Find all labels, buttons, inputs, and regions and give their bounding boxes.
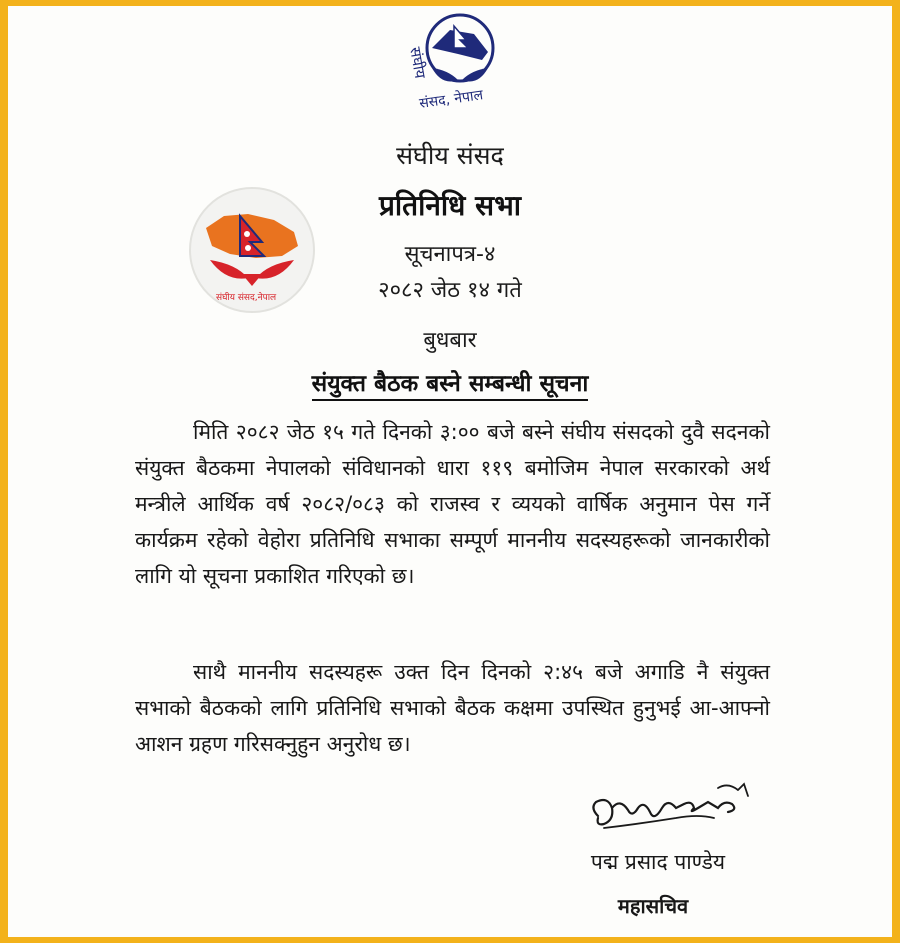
notice-page — [8, 6, 892, 937]
signer-title: महासचिव — [617, 894, 689, 918]
notice-number: सूचनापत्र-४ — [404, 242, 496, 267]
svg-text:संसद, नेपाल: संसद, नेपाल — [418, 87, 485, 112]
signer-name: पद्म प्रसाद पाण्डेय — [590, 850, 726, 874]
header-subtitle: प्रतिनिधि सभा — [378, 189, 522, 222]
parliament-emblem-icon — [392, 8, 522, 123]
body-paragraph-1: मिति २०८२ जेठ १५ गते दिनको ३:०० बजे बस्ने संघीय संसदको दुवै सदनको संयुक्त बैठकमा नेपालको संविधानको धारा ११९ बमोजिम नेपाल सरकारको अर्थ मन्त्रीले आर्थिक वर्ष २०८२/०८३ को राजस्व र व्ययको वार्षिक अनुमान पेस गर्ने कार्यक्रम रहेको वेहोरा प्रतिनिधि सभाका सम्पूर्ण माननीय सदस्यहरूको जानकारीको लागि यो सूचना प्रकाशित गरिएको छ। — [135, 420, 770, 588]
notice-weekday: बुधबार — [423, 328, 477, 353]
handwritten-signature — [568, 778, 758, 848]
svg-text:संघीय: संघीय — [406, 45, 430, 80]
header-title: संघीय संसद — [396, 141, 504, 170]
svg-text:संघीय संसद,नेपाल: संघीय संसद,नेपाल — [216, 293, 277, 303]
body-paragraph-2: साथै माननीय सदस्यहरू उक्त दिन दिनको २:४५ बजे अगाडि नै संयुक्त सभाको बैठकको लागि प्रतिनिधि सभाको बैठक कक्षमा उपस्थित हुनुभई आ-आफ्नो आशन ग्रहण गरिसक्नुहुन अनुरोध छ। — [135, 660, 770, 756]
notice-date: २०८२ जेठ १४ गते — [378, 278, 522, 303]
notice-subject — [8, 366, 892, 398]
notice-subject-text: संयुक्त बैठक बस्ने सम्बन्धी सूचना — [312, 371, 589, 401]
